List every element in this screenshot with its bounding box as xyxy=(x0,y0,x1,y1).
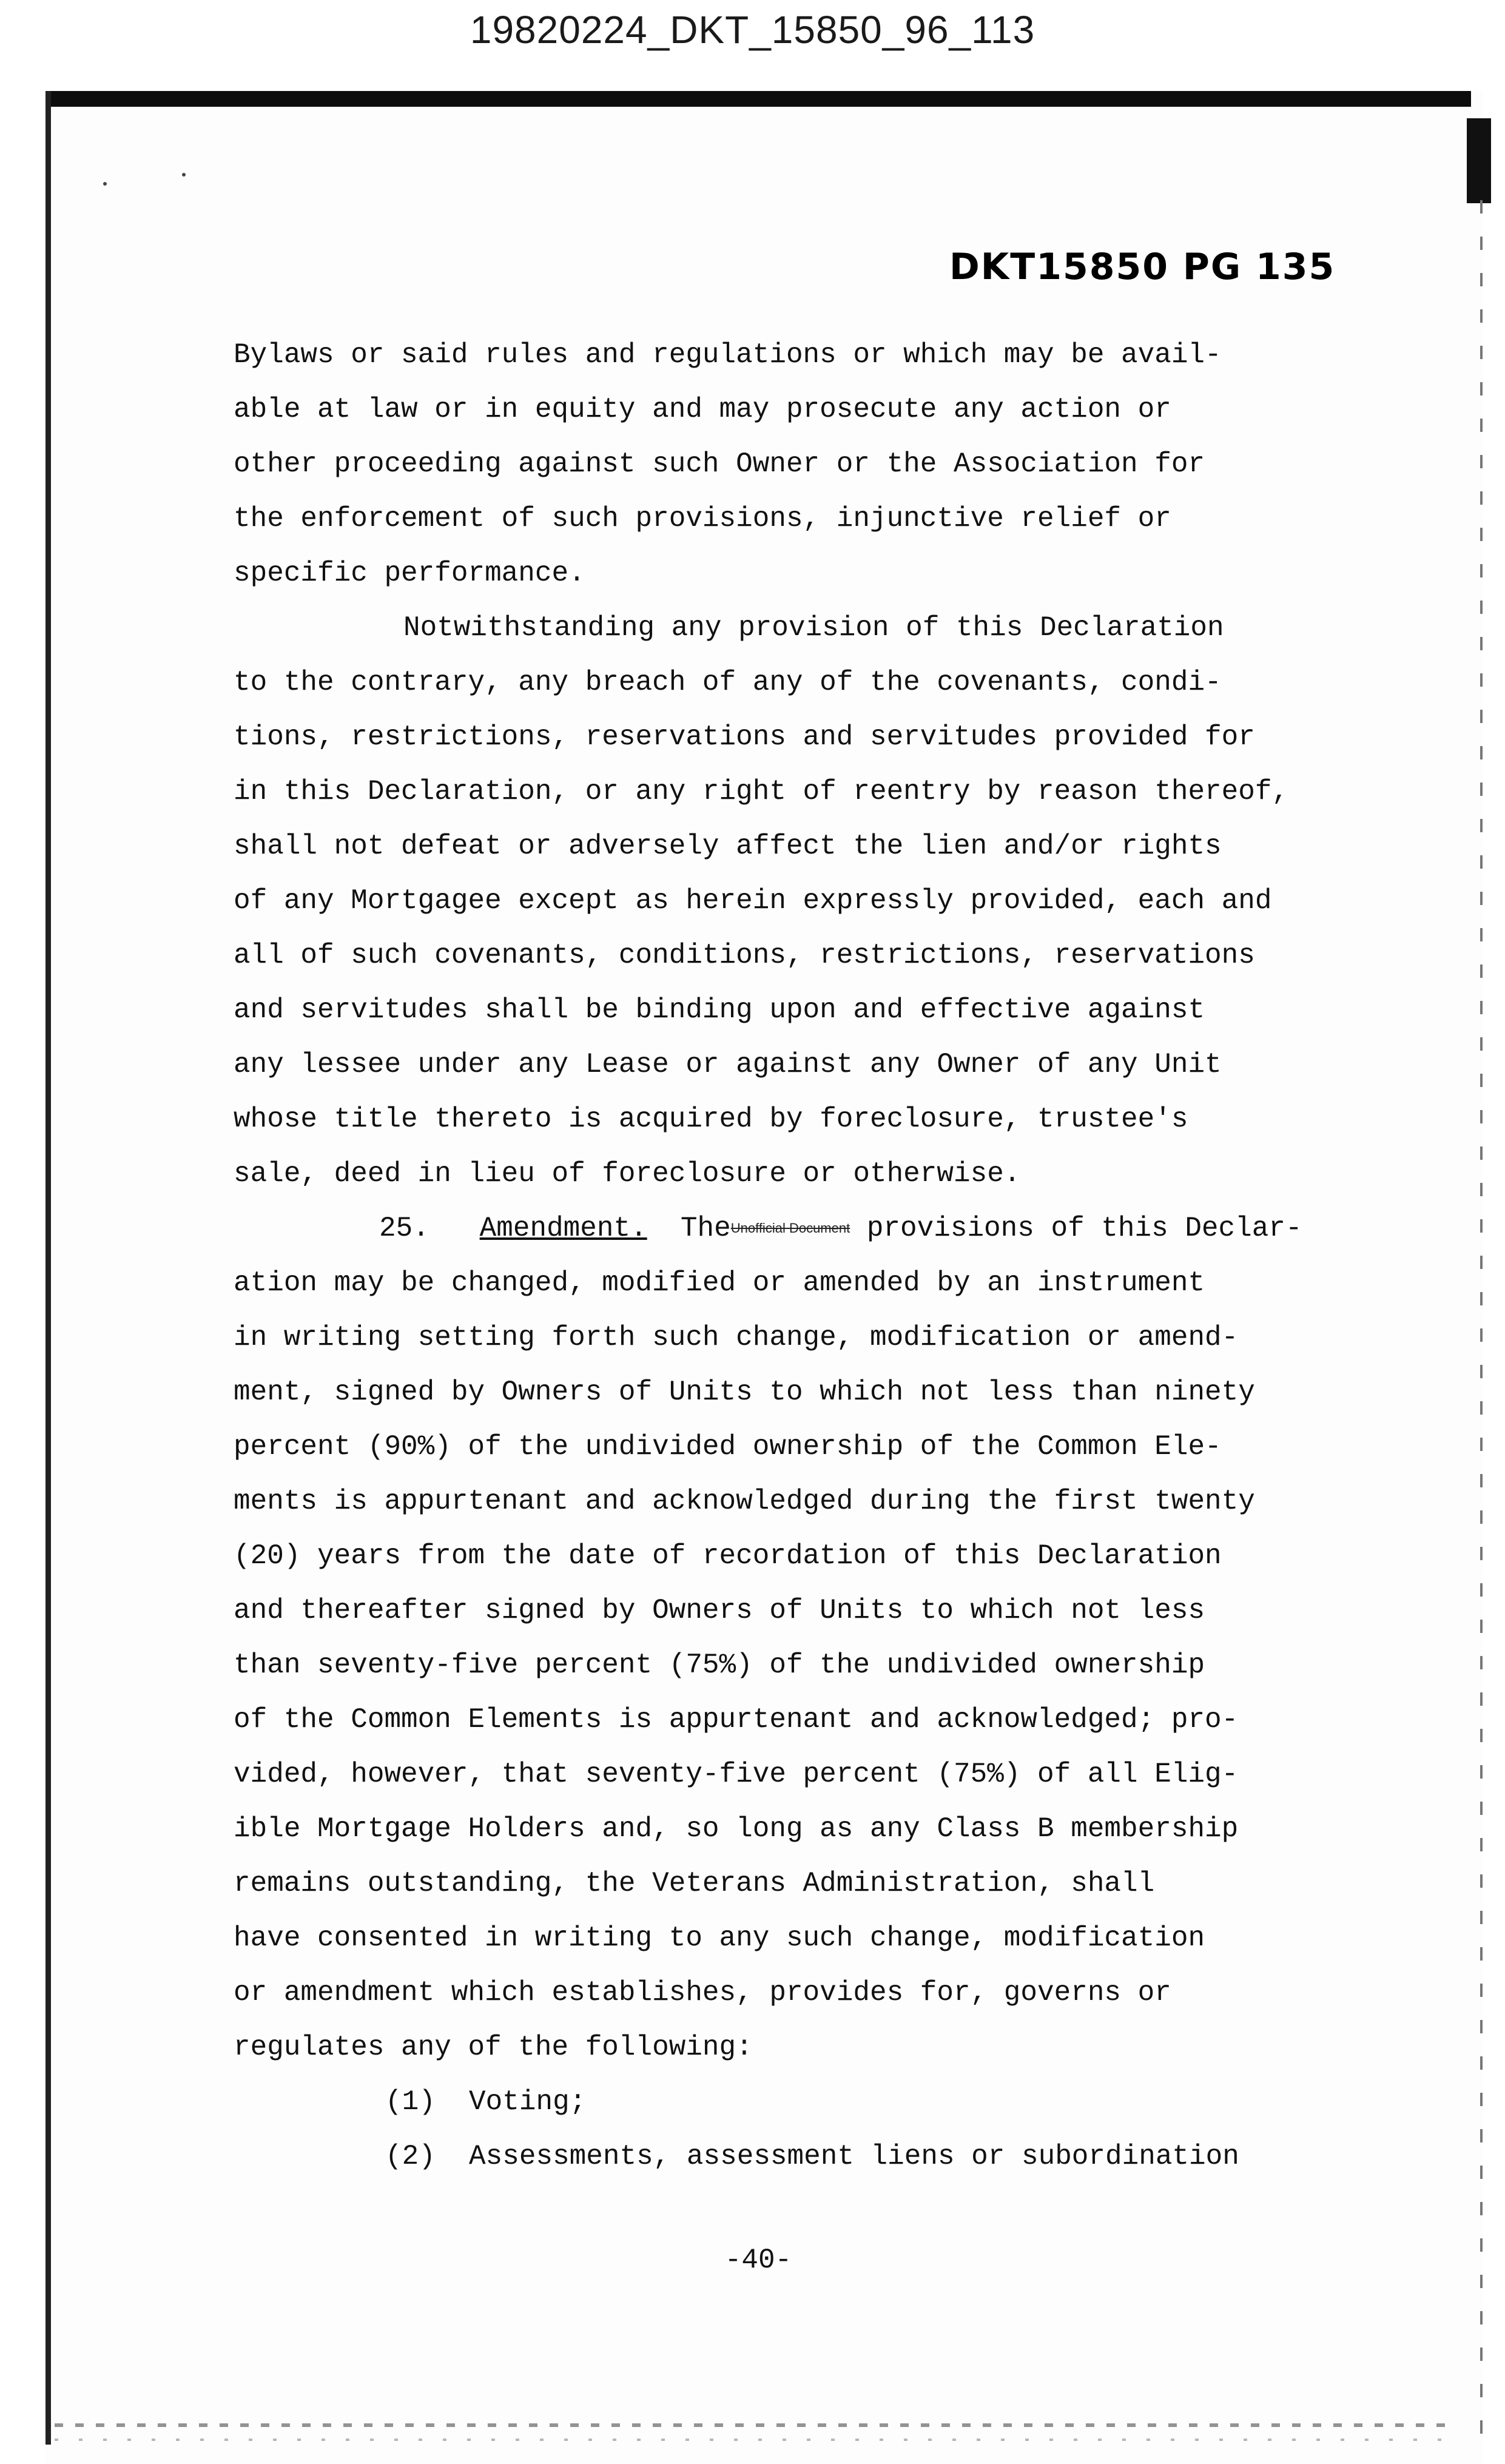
list-item-text: Assessments, assessment liens or subordination xyxy=(469,2141,1239,2172)
list-item-text: Voting; xyxy=(469,2086,587,2118)
list-item-number: (1) xyxy=(385,2086,436,2118)
text-line: all of such covenants, conditions, restrictions, reservations xyxy=(234,940,1255,971)
scan-right-edge xyxy=(1480,200,1483,2445)
scan-speck xyxy=(103,182,107,186)
scan-bottom-noise xyxy=(55,2423,1450,2427)
text-line: regulates any of the following: xyxy=(234,2031,753,2063)
text-line: in writing setting forth such change, modification or amend- xyxy=(234,1322,1239,1353)
text-line: percent (90%) of the undivided ownership of the Common Ele- xyxy=(234,1431,1222,1463)
text-line: than seventy-five percent (75%) of the undivided ownership xyxy=(234,1649,1205,1681)
section-lead-word: The xyxy=(680,1213,731,1245)
text-line: and servitudes shall be binding upon and effective against xyxy=(234,994,1205,1026)
text-line: Bylaws or said rules and regulations or which may be avail- xyxy=(234,339,1222,371)
document-id-header: 19820224_DKT_15850_96_113 xyxy=(470,8,1035,52)
section-heading: Amendment. xyxy=(479,1213,647,1245)
text-line: in this Declaration, or any right of reentry by reason thereof, xyxy=(234,776,1289,807)
unofficial-watermark: Unofficial Document xyxy=(730,1220,850,1236)
text-line: sale, deed in lieu of foreclosure or otherwise. xyxy=(234,1158,1021,1190)
scan-speck xyxy=(182,173,186,177)
text-line: of the Common Elements is appurtenant and acknowledged; pro- xyxy=(234,1704,1239,1735)
text-line: any lessee under any Lease or against any Owner of any Unit xyxy=(234,1049,1222,1080)
text-line: able at law or in equity and may prosecute any action or xyxy=(234,394,1171,425)
scan-bottom-noise xyxy=(55,2439,1450,2441)
list-item-number: (2) xyxy=(385,2141,436,2172)
scan-top-border xyxy=(45,91,1471,107)
docket-page-stamp: DKT15850 PG 135 xyxy=(949,246,1336,288)
text-line: ible Mortgage Holders and, so long as any Class B membership xyxy=(234,1813,1239,1845)
text-line: to the contrary, any breach of any of the covenants, condi- xyxy=(234,667,1222,698)
text-line: or amendment which establishes, provides for, governs or xyxy=(234,1977,1171,2008)
text-line: ation may be changed, modified or amended by an instrument xyxy=(234,1267,1205,1299)
text-line: the enforcement of such provisions, injunctive relief or xyxy=(234,503,1171,534)
text-line: vided, however, that seventy-five percent (75%) of all Elig- xyxy=(234,1759,1239,1790)
list-item xyxy=(234,2129,1289,2184)
text-line: of any Mortgagee except as herein expressly provided, each and xyxy=(234,885,1272,917)
text-line: shall not defeat or adversely affect the lien and/or rights xyxy=(234,830,1222,862)
section-lead-text: provisions of this Declar- xyxy=(866,1213,1302,1245)
text-line: tions, restrictions, reservations and servitudes provided for xyxy=(234,721,1255,753)
page-number: -40- xyxy=(724,2244,792,2276)
text-line: ment, signed by Owners of Units to which not less than ninety xyxy=(234,1376,1255,1408)
section-25-heading-line xyxy=(234,1201,1302,1256)
scan-left-border xyxy=(45,91,51,2445)
text-line: whose title thereto is acquired by foreclosure, trustee's xyxy=(234,1103,1188,1135)
scan-right-mark xyxy=(1467,118,1491,203)
text-line: (20) years from the date of recordation of this Declaration xyxy=(234,1540,1222,1572)
list-item xyxy=(234,2075,1289,2129)
document-body xyxy=(234,328,1302,2184)
text-line: have consented in writing to any such change, modification xyxy=(234,1922,1205,1954)
section-number: 25. xyxy=(379,1213,429,1245)
text-line: remains outstanding, the Veterans Administration, shall xyxy=(234,1868,1155,1899)
paragraph-start-line: Notwithstanding any provision of this Declaration xyxy=(403,612,1224,644)
text-line: ments is appurtenant and acknowledged during the first twenty xyxy=(234,1486,1255,1517)
text-line: and thereafter signed by Owners of Units to which not less xyxy=(234,1595,1205,1626)
text-line: other proceeding against such Owner or the Association for xyxy=(234,448,1205,480)
text-line: specific performance. xyxy=(234,557,585,589)
